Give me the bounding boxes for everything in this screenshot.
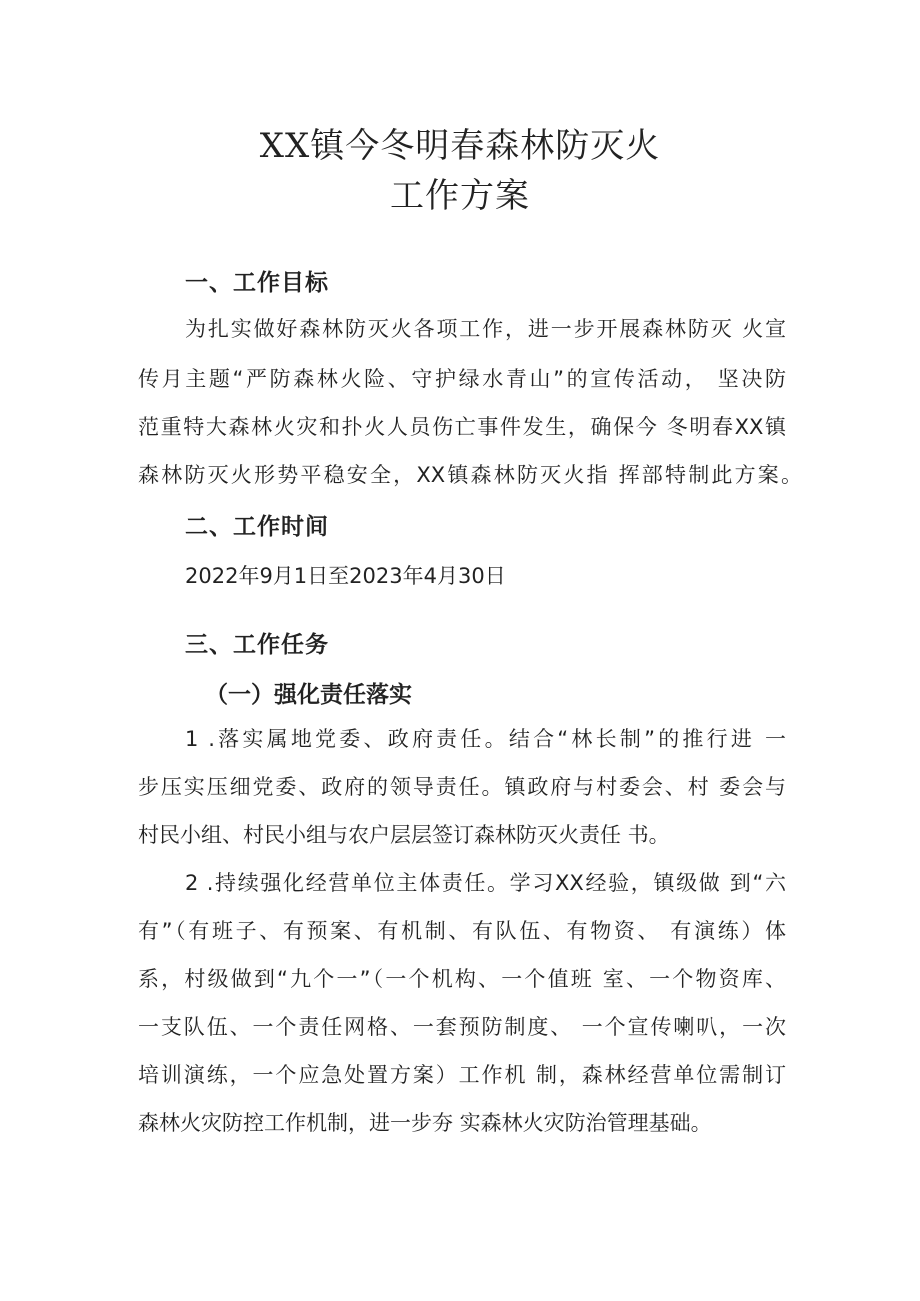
document-title-line-1: XX镇今冬明春森林防灭火 — [259, 126, 661, 166]
document-title-line-2: 工作方案 — [390, 176, 530, 216]
paragraph-line: 村民小组、村民小组与农户层层签订森林防灭火责任 书。 — [138, 823, 670, 847]
paragraph-line: 系，村级做到“九个一”（一个机构、一个值班 室、一个物资库、 — [138, 967, 786, 991]
paragraph-line: 传月主题“严防森林火险、守护绿水青山”的宣传活动， 坚决防 — [138, 367, 786, 391]
paragraph-line: 一支队伍、一个责任网格、一套预防制度、 一个宣传喇叭，一次 — [138, 1015, 786, 1039]
paragraph-line: 为扎实做好森林防灭火各项工作，进一步开展森林防灭 火宣 — [185, 317, 786, 341]
paragraph-line: 森林火灾防控工作机制，进一步夯 实森林火灾防治管理基础。 — [138, 1111, 712, 1135]
section-heading-tasks: 三、工作任务 — [185, 632, 329, 658]
paragraph-line: 1 .落实属地党委、政府责任。结合“林长制”的推行进 一 — [185, 727, 786, 751]
paragraph-line: 有”（有班子、有预案、有机制、有队伍、有物资、 有演练）体 — [138, 919, 786, 943]
work-date-range: 2022年9月1日至2023年4月30日 — [185, 564, 506, 588]
paragraph-line: 2 .持续强化经营单位主体责任。学习XX经验，镇级做 到“六 — [185, 871, 786, 895]
paragraph-line: 森林防灭火形势平稳安全，XX镇森林防灭火指 挥部特制此方案。 — [138, 463, 802, 487]
paragraph-line: 范重特大森林火灾和扑火人员伤亡事件发生，确保今 冬明春XX镇 — [138, 415, 786, 439]
section-heading-goals: 一、工作目标 — [185, 270, 329, 296]
section-heading-time: 二、工作时间 — [185, 514, 329, 540]
paragraph-line: 步压实压细党委、政府的领导责任。镇政府与村委会、村 委会与 — [138, 775, 786, 799]
paragraph-line: 培训演练，一个应急处置方案）工作机 制，森林经营单位需制订 — [138, 1063, 786, 1087]
subsection-heading: （一）强化责任落实 — [205, 682, 412, 708]
